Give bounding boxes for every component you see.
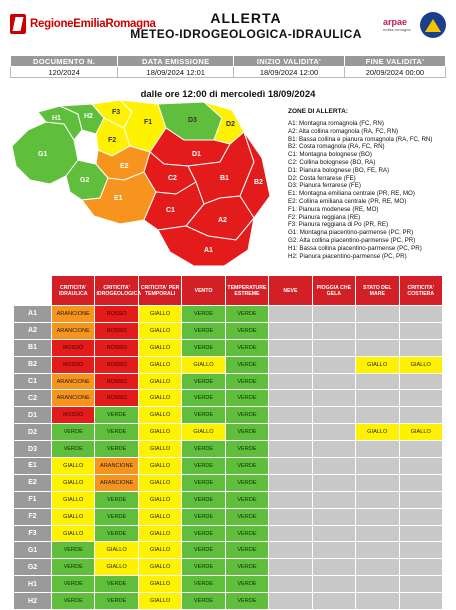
- criticality-cell: VERDE: [95, 407, 138, 424]
- criticality-cell: GIALLO: [182, 424, 225, 441]
- criticality-cell: VERDE: [182, 508, 225, 525]
- criticality-cell: GIALLO: [138, 373, 181, 390]
- criticality-cell: [399, 525, 443, 542]
- criticality-cell: GIALLO: [138, 424, 181, 441]
- table-row: [14, 491, 443, 508]
- map-label-f1: F1: [144, 119, 153, 126]
- criticality-cell: VERDE: [182, 542, 225, 559]
- criticality-cell: VERDE: [182, 559, 225, 576]
- criticality-cell: VERDE: [52, 424, 95, 441]
- zone-code-cell: E2: [14, 474, 52, 491]
- map-label-f2: F2: [108, 137, 117, 144]
- criticality-cell: [269, 441, 312, 458]
- column-header: CRITICITA' PER TEMPORALI: [138, 276, 181, 306]
- criticality-cell: GIALLO: [138, 559, 181, 576]
- arpae-logo-text: arpae: [383, 17, 408, 27]
- page-header: [0, 0, 456, 52]
- criticality-cell: [269, 356, 312, 373]
- criticality-cell: ARANCIONE: [52, 306, 95, 323]
- criticality-cell: GIALLO: [52, 525, 95, 542]
- criticality-cell: [269, 322, 312, 339]
- map-label-g2: G2: [80, 177, 90, 184]
- criticality-cell: [312, 458, 355, 475]
- zones-legend-title: ZONE DI ALLERTA:: [288, 108, 348, 115]
- criticality-cell: [356, 542, 399, 559]
- criticality-cell: ROSSO: [95, 322, 138, 339]
- criticality-cell: [399, 322, 443, 339]
- map-label-c2: C2: [168, 175, 177, 182]
- criticality-cell: VERDE: [225, 306, 268, 323]
- criticality-cell: [399, 407, 443, 424]
- criticality-cell: [356, 491, 399, 508]
- table-row: [14, 441, 443, 458]
- criticality-cell: VERDE: [225, 559, 268, 576]
- table-row: [14, 576, 443, 593]
- zones-legend: [288, 120, 432, 260]
- map-label-h1: H1: [52, 115, 61, 122]
- criticality-cell: VERDE: [182, 306, 225, 323]
- table-row: [14, 542, 443, 559]
- zone-code-cell: A2: [14, 322, 52, 339]
- criticality-cell: ARANCIONE: [52, 373, 95, 390]
- column-header: VENTO: [182, 276, 225, 306]
- column-header: PIOGGIA CHE GELA: [312, 276, 355, 306]
- criticality-cell: [269, 390, 312, 407]
- criticality-cell: ROSSO: [95, 339, 138, 356]
- criticality-cell: [356, 576, 399, 593]
- criticality-cell: [399, 441, 443, 458]
- criticality-cell: ARANCIONE: [52, 390, 95, 407]
- criticality-cell: [269, 559, 312, 576]
- map-label-a2: A2: [218, 217, 227, 224]
- criticality-cell: VERDE: [52, 441, 95, 458]
- criticality-cell: GIALLO: [138, 458, 181, 475]
- criticality-cell: [312, 559, 355, 576]
- criticality-cell: VERDE: [225, 491, 268, 508]
- column-header: CRITICITA' COSTIERA: [399, 276, 443, 306]
- info-value-documento: 120/2024: [11, 67, 118, 78]
- criticality-cell: [312, 542, 355, 559]
- criticality-cell: [399, 474, 443, 491]
- criticality-cell: VERDE: [225, 458, 268, 475]
- criticality-cell: VERDE: [95, 576, 138, 593]
- map-label-a1: A1: [204, 247, 213, 254]
- criticality-cell: VERDE: [225, 407, 268, 424]
- criticality-cell: [269, 491, 312, 508]
- zone-code-cell: B1: [14, 339, 52, 356]
- arpae-logo: [383, 18, 411, 34]
- criticality-cell: VERDE: [225, 424, 268, 441]
- zone-legend-item: F1: Pianura modenese (RE, MO): [288, 205, 379, 213]
- zone-legend-item: B1: Bassa collina e pianura romagnola (RA, FC, RN): [288, 135, 433, 143]
- zone-legend-item: A1: Montagna romagnola (FC, RN): [288, 120, 384, 127]
- criticality-cell: ROSSO: [95, 306, 138, 323]
- zone-legend-item: E1: Montagna emiliana centrale (PR, RE, MO): [288, 190, 415, 198]
- criticality-cell: [312, 508, 355, 525]
- zone-legend-item: C1: Montagna bolognese (BO): [288, 151, 372, 159]
- regione-logo-text: RegioneEmiliaRomagna: [30, 18, 156, 30]
- info-value-emissione: 18/09/2024 12:01: [118, 67, 234, 78]
- criticality-cell: [312, 356, 355, 373]
- criticality-cell: [269, 458, 312, 475]
- criticality-cell: VERDE: [52, 576, 95, 593]
- criticality-cell: [399, 576, 443, 593]
- table-row: [14, 306, 443, 323]
- criticality-cell: GIALLO: [52, 491, 95, 508]
- document-info-table: [10, 55, 446, 78]
- criticality-cell: GIALLO: [399, 356, 443, 373]
- criticality-cell: [312, 525, 355, 542]
- criticality-cell: GIALLO: [138, 593, 181, 610]
- table-corner: [14, 276, 52, 306]
- criticality-cell: [312, 306, 355, 323]
- map-label-g1: G1: [38, 151, 48, 158]
- criticality-cell: GIALLO: [138, 576, 181, 593]
- criticality-cell: [269, 508, 312, 525]
- alert-title: ALLERTA: [210, 10, 282, 26]
- info-header-inizio: INIZIO VALIDITA': [234, 56, 345, 67]
- zone-code-cell: G2: [14, 559, 52, 576]
- table-row: [14, 407, 443, 424]
- criticality-cell: GIALLO: [138, 356, 181, 373]
- criticality-cell: [356, 559, 399, 576]
- criticality-cell: VERDE: [95, 491, 138, 508]
- zone-legend-item: E2: Collina emiliana centrale (PR, RE, MO): [288, 197, 407, 205]
- criticality-cell: [356, 306, 399, 323]
- zone-legend-item: F2: Pianura reggiana (RE): [288, 213, 361, 221]
- protezione-civile-logo-icon: [420, 12, 446, 38]
- criticality-cell: VERDE: [225, 441, 268, 458]
- zone-code-cell: A1: [14, 306, 52, 323]
- map-label-c1: C1: [166, 207, 175, 214]
- criticality-cell: [312, 373, 355, 390]
- criticality-cell: VERDE: [95, 424, 138, 441]
- criticality-cell: GIALLO: [138, 542, 181, 559]
- zone-code-cell: H2: [14, 593, 52, 610]
- criticality-cell: [399, 559, 443, 576]
- criticality-header-row: [14, 276, 443, 306]
- criticality-cell: [312, 491, 355, 508]
- criticality-cell: VERDE: [182, 390, 225, 407]
- map-label-e1: E1: [114, 195, 123, 202]
- criticality-cell: [312, 424, 355, 441]
- criticality-cell: ROSSO: [95, 390, 138, 407]
- criticality-cell: GIALLO: [138, 525, 181, 542]
- criticality-cell: [269, 424, 312, 441]
- criticality-cell: VERDE: [225, 508, 268, 525]
- zone-legend-item: G2: Alta collina piacentino-parmense (PC, PR): [288, 236, 416, 244]
- table-row: [14, 339, 443, 356]
- zone-legend-item: A2: Alta collina romagnola (RA, FC, RN): [288, 127, 399, 135]
- criticality-cell: [399, 390, 443, 407]
- criticality-cell: GIALLO: [95, 542, 138, 559]
- criticality-cell: ROSSO: [95, 356, 138, 373]
- criticality-cell: [356, 322, 399, 339]
- map-label-d3: D3: [188, 117, 197, 124]
- criticality-cell: [269, 542, 312, 559]
- criticality-cell: GIALLO: [138, 491, 181, 508]
- map-label-h2: H2: [84, 113, 93, 120]
- zone-code-cell: H1: [14, 576, 52, 593]
- criticality-cell: [269, 474, 312, 491]
- criticality-cell: [399, 593, 443, 610]
- criticality-cell: VERDE: [95, 441, 138, 458]
- zone-code-cell: F1: [14, 491, 52, 508]
- criticality-cell: VERDE: [182, 373, 225, 390]
- zone-code-cell: C2: [14, 390, 52, 407]
- criticality-cell: [356, 474, 399, 491]
- zone-legend-item: H2: Pianura piacentino-parmense (PC, PR): [288, 252, 407, 260]
- criticality-cell: [312, 441, 355, 458]
- criticality-cell: [356, 339, 399, 356]
- criticality-cell: GIALLO: [138, 474, 181, 491]
- zone-legend-item: D3: Pianura ferrarese (FE): [288, 182, 361, 190]
- criticality-cell: [399, 508, 443, 525]
- criticality-cell: VERDE: [182, 407, 225, 424]
- zone-code-cell: F3: [14, 525, 52, 542]
- zone-code-cell: F2: [14, 508, 52, 525]
- table-row: [14, 508, 443, 525]
- criticality-cell: VERDE: [182, 576, 225, 593]
- criticality-cell: [356, 441, 399, 458]
- criticality-cell: [269, 306, 312, 323]
- criticality-cell: VERDE: [225, 373, 268, 390]
- criticality-cell: GIALLO: [52, 508, 95, 525]
- criticality-cell: ROSSO: [52, 407, 95, 424]
- zone-code-cell: D2: [14, 424, 52, 441]
- table-row: [14, 559, 443, 576]
- table-row: [14, 458, 443, 475]
- criticality-cell: [269, 373, 312, 390]
- criticality-cell: VERDE: [182, 593, 225, 610]
- criticality-cell: [269, 407, 312, 424]
- criticality-cell: GIALLO: [138, 441, 181, 458]
- zone-code-cell: B2: [14, 356, 52, 373]
- criticality-cell: VERDE: [225, 542, 268, 559]
- criticality-cell: [269, 576, 312, 593]
- zone-code-cell: D1: [14, 407, 52, 424]
- info-header-emissione: DATA EMISSIONE: [118, 56, 234, 67]
- map-label-b1: B1: [220, 175, 229, 182]
- criticality-cell: [312, 407, 355, 424]
- criticality-cell: [356, 458, 399, 475]
- criticality-cell: VERDE: [52, 593, 95, 610]
- criticality-cell: [312, 322, 355, 339]
- table-row: [14, 424, 443, 441]
- criticality-cell: VERDE: [95, 525, 138, 542]
- criticality-cell: GIALLO: [52, 458, 95, 475]
- zone-legend-item: G1: Montagna piacentino-parmense (PC, PR): [288, 229, 414, 237]
- zone-code-cell: E1: [14, 458, 52, 475]
- zone-code-cell: C1: [14, 373, 52, 390]
- info-header-fine: FINE VALIDITA': [344, 56, 445, 67]
- criticality-cell: [269, 525, 312, 542]
- info-value-fine: 20/09/2024 00:00: [344, 67, 445, 78]
- criticality-cell: [312, 339, 355, 356]
- criticality-cell: VERDE: [182, 525, 225, 542]
- criticality-cell: GIALLO: [138, 306, 181, 323]
- criticality-cell: VERDE: [95, 593, 138, 610]
- criticality-cell: VERDE: [182, 339, 225, 356]
- criticality-cell: VERDE: [225, 576, 268, 593]
- column-header: STATO DEL MARE: [356, 276, 399, 306]
- criticality-cell: [399, 306, 443, 323]
- criticality-cell: [356, 508, 399, 525]
- criticality-cell: GIALLO: [138, 322, 181, 339]
- alert-subtitle: METEO-IDROGEOLOGICA-IDRAULICA: [130, 27, 362, 41]
- map-label-b2: B2: [254, 179, 263, 186]
- column-header: TEMPERATURE ESTREME: [225, 276, 268, 306]
- criticality-cell: [356, 373, 399, 390]
- criticality-cell: GIALLO: [399, 424, 443, 441]
- criticality-cell: VERDE: [225, 322, 268, 339]
- criticality-cell: [399, 491, 443, 508]
- criticality-cell: [269, 593, 312, 610]
- criticality-cell: VERDE: [225, 474, 268, 491]
- table-row: [14, 373, 443, 390]
- criticality-cell: [312, 576, 355, 593]
- zone-legend-item: C2: Collina bolognese (BO, RA): [288, 158, 376, 166]
- criticality-cell: VERDE: [182, 491, 225, 508]
- table-row: [14, 593, 443, 610]
- table-row: [14, 356, 443, 373]
- criticality-cell: ROSSO: [52, 356, 95, 373]
- criticality-cell: VERDE: [225, 525, 268, 542]
- table-row: [14, 474, 443, 491]
- criticality-cell: VERDE: [182, 322, 225, 339]
- map-label-d1: D1: [192, 151, 201, 158]
- criticality-cell: GIALLO: [138, 339, 181, 356]
- column-header: NEVE: [269, 276, 312, 306]
- zone-legend-item: F3: Pianura reggiana di Po (PR, RE): [288, 221, 389, 229]
- info-value-inizio: 18/09/2024 12:00: [234, 67, 345, 78]
- column-header: CRITICITA' IDROGEOLOGICA: [95, 276, 138, 306]
- criticality-cell: VERDE: [52, 559, 95, 576]
- zone-code-cell: D3: [14, 441, 52, 458]
- alert-zones-map: [8, 100, 276, 270]
- criticality-cell: VERDE: [225, 339, 268, 356]
- validity-period: dalle ore 12:00 di mercoledì 18/09/2024: [140, 89, 316, 100]
- criticality-cell: VERDE: [225, 356, 268, 373]
- table-row: [14, 525, 443, 542]
- criticality-cell: ARANCIONE: [52, 322, 95, 339]
- criticality-cell: ARANCIONE: [95, 474, 138, 491]
- criticality-cell: GIALLO: [138, 508, 181, 525]
- criticality-cell: [312, 390, 355, 407]
- arpae-logo-subtitle: emilia-romagna: [383, 27, 411, 32]
- criticality-cell: GIALLO: [52, 474, 95, 491]
- criticality-cell: VERDE: [52, 542, 95, 559]
- criticality-cell: [356, 593, 399, 610]
- criticality-cell: [356, 390, 399, 407]
- zone-legend-item: B2: Costa romagnola (RA, FC, RN): [288, 143, 385, 151]
- zone-legend-item: D2: Costa ferrarese (FE): [288, 174, 356, 182]
- info-header-documento: DOCUMENTO N.: [11, 56, 118, 67]
- criticality-cell: VERDE: [225, 593, 268, 610]
- criticality-cell: VERDE: [95, 508, 138, 525]
- map-label-d2: D2: [226, 121, 235, 128]
- criticality-cell: GIALLO: [95, 559, 138, 576]
- criticality-table: [13, 275, 443, 610]
- zone-code-cell: G1: [14, 542, 52, 559]
- table-row: [14, 390, 443, 407]
- criticality-cell: VERDE: [225, 390, 268, 407]
- criticality-cell: GIALLO: [356, 424, 399, 441]
- criticality-cell: VERDE: [182, 474, 225, 491]
- criticality-cell: [399, 373, 443, 390]
- column-header: CRITICITA' IDRAULICA: [52, 276, 95, 306]
- table-row: [14, 322, 443, 339]
- criticality-cell: GIALLO: [138, 407, 181, 424]
- criticality-cell: ROSSO: [95, 373, 138, 390]
- zone-legend-item: D1: Pianura bolognese (BO, FE, RA): [288, 166, 390, 174]
- criticality-cell: VERDE: [182, 458, 225, 475]
- criticality-cell: [399, 542, 443, 559]
- criticality-cell: ROSSO: [52, 339, 95, 356]
- criticality-cell: VERDE: [182, 441, 225, 458]
- criticality-cell: [356, 525, 399, 542]
- criticality-cell: GIALLO: [356, 356, 399, 373]
- zone-legend-item: H1: Bassa collina piacentino-parmense (PC, PR): [288, 244, 422, 252]
- criticality-cell: [269, 339, 312, 356]
- map-label-e2: E2: [120, 163, 129, 170]
- criticality-cell: [312, 474, 355, 491]
- map-label-f3: F3: [112, 109, 121, 116]
- criticality-cell: [399, 458, 443, 475]
- criticality-cell: [399, 339, 443, 356]
- criticality-cell: ARANCIONE: [95, 458, 138, 475]
- criticality-cell: [356, 407, 399, 424]
- criticality-cell: GIALLO: [138, 390, 181, 407]
- criticality-cell: GIALLO: [182, 356, 225, 373]
- criticality-cell: [312, 593, 355, 610]
